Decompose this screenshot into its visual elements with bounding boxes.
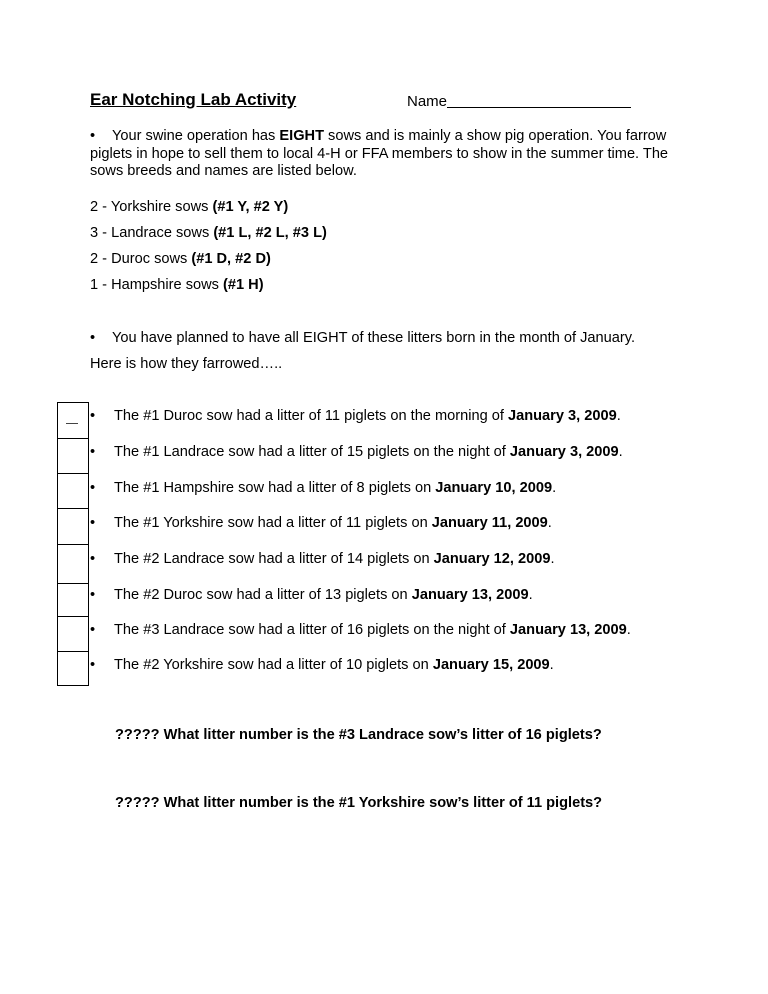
intro-pre: Your swine operation has	[112, 128, 280, 144]
answer-box[interactable]	[57, 544, 89, 584]
litter-item: • The #2 Landrace sow had a litter of 14 piglets on January 12, 2009.	[90, 551, 555, 567]
bullet-icon: •	[90, 444, 96, 460]
bullet-icon: •	[90, 480, 96, 496]
litter-item: • The #2 Yorkshire sow had a litter of 10 piglets on January 15, 2009.	[90, 657, 554, 673]
question: ????? What litter number is the #1 Yorkshire sow’s litter of 11 piglets?	[115, 795, 603, 811]
answer-box[interactable]	[57, 438, 89, 474]
plan-bullet: • You have planned to have all EIGHT of these litters born in the month of January.	[90, 330, 635, 346]
litter-item: • The #1 Hampshire sow had a litter of 8 piglets on January 10, 2009.	[90, 480, 557, 496]
answer-box[interactable]	[57, 583, 89, 617]
litter-item: • The #1 Landrace sow had a litter of 15 piglets on the night of January 3, 2009.	[90, 444, 623, 460]
intro-post: sows and is mainly a show pig operation. You farrow piglets in hope to sell them to local 4-H or FFA members to show in the summer time. The sows breeds and names are listed below.	[90, 128, 669, 179]
tiny-line	[66, 423, 78, 424]
litter-item: • The #1 Yorkshire sow had a litter of 11 piglets on January 11, 2009.	[90, 515, 552, 531]
answer-box[interactable]	[57, 473, 89, 509]
breed-item: 2 - Yorkshire sows (#1 Y, #2 Y)	[90, 199, 289, 215]
intro-bold: EIGHT	[279, 128, 324, 144]
question: ????? What litter number is the #3 Landrace sow’s litter of 16 piglets?	[115, 727, 602, 743]
litter-item: • The #2 Duroc sow had a litter of 13 piglets on January 13, 2009.	[90, 587, 533, 603]
answer-box[interactable]	[57, 616, 89, 652]
bullet-icon: •	[90, 622, 96, 638]
breed-item: 3 - Landrace sows (#1 L, #2 L, #3 L)	[90, 225, 327, 241]
bullet-icon: •	[90, 515, 96, 531]
bullet-icon: •	[90, 128, 96, 144]
answer-box[interactable]	[57, 651, 89, 686]
bullet-icon: •	[90, 408, 96, 424]
bullet-icon: •	[90, 330, 96, 346]
answer-box[interactable]	[57, 508, 89, 545]
plan-followup: Here is how they farrowed…..	[90, 356, 283, 372]
answer-box[interactable]	[57, 402, 89, 439]
bullet-icon: •	[90, 587, 96, 603]
bullet-icon: •	[90, 551, 96, 567]
page-title: Ear Notching Lab Activity	[90, 90, 297, 109]
intro-paragraph	[90, 128, 690, 181]
name-blank-line	[447, 107, 631, 108]
breed-item: 1 - Hampshire sows (#1 H)	[90, 277, 264, 293]
breed-item: 2 - Duroc sows (#1 D, #2 D)	[90, 251, 271, 267]
litter-item: • The #3 Landrace sow had a litter of 16 piglets on the night of January 13, 2009.	[90, 622, 631, 638]
name-label: Name	[407, 93, 448, 110]
bullet-icon: •	[90, 657, 96, 673]
litter-item: • The #1 Duroc sow had a litter of 11 piglets on the morning of January 3, 2009.	[90, 408, 621, 424]
